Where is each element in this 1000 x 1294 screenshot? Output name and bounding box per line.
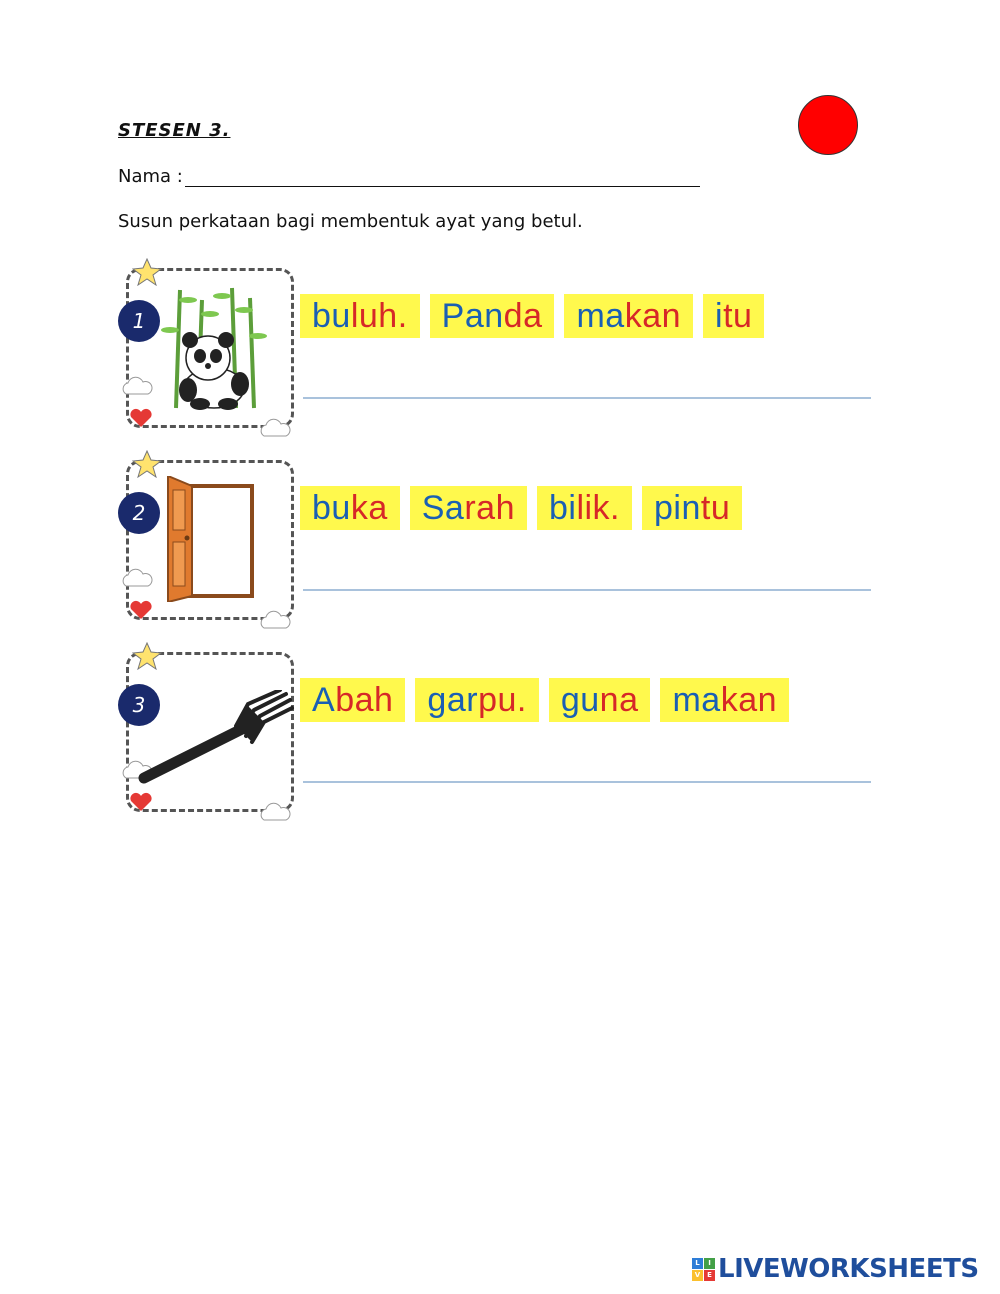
word-tile[interactable] bbox=[300, 486, 400, 530]
word-segment: tu bbox=[723, 297, 753, 335]
word-tile[interactable] bbox=[549, 678, 651, 722]
word-segment: rah bbox=[464, 489, 515, 527]
word-segment: kan bbox=[624, 297, 682, 335]
heart-icon bbox=[128, 600, 154, 620]
word-tile[interactable] bbox=[300, 678, 405, 722]
word-segment: gar bbox=[427, 681, 479, 719]
word-tile[interactable] bbox=[430, 294, 555, 338]
station-title: STESEN 3. bbox=[118, 120, 231, 141]
red-circle-marker bbox=[798, 95, 858, 155]
answer-line[interactable] bbox=[303, 589, 871, 591]
word-bank bbox=[300, 486, 742, 530]
door-icon bbox=[164, 476, 256, 602]
liveworksheets-logo bbox=[692, 1254, 979, 1284]
word-tile[interactable] bbox=[660, 678, 789, 722]
word-segment: da bbox=[503, 297, 543, 335]
word-segment: lik. bbox=[576, 489, 621, 527]
logo-mark-icon: L I V E bbox=[692, 1258, 715, 1281]
star-icon bbox=[132, 642, 162, 670]
word-segment: bah bbox=[335, 681, 394, 719]
word-segment: A bbox=[312, 681, 336, 719]
word-segment: ma bbox=[576, 297, 625, 335]
word-tile[interactable] bbox=[410, 486, 527, 530]
word-segment: luh. bbox=[350, 297, 408, 335]
word-tile[interactable] bbox=[300, 294, 420, 338]
word-segment: kan bbox=[720, 681, 778, 719]
word-segment: Sa bbox=[421, 489, 465, 527]
word-bank bbox=[300, 678, 789, 722]
heart-icon bbox=[128, 792, 154, 812]
item-number-badge: 2 bbox=[118, 492, 160, 534]
word-segment: pu. bbox=[478, 681, 527, 719]
star-icon bbox=[132, 450, 162, 478]
exercise-item-3 bbox=[118, 642, 878, 822]
answer-line[interactable] bbox=[303, 781, 871, 783]
word-tile[interactable] bbox=[415, 678, 538, 722]
answer-line[interactable] bbox=[303, 397, 871, 399]
word-segment: ma bbox=[672, 681, 721, 719]
word-segment: i bbox=[715, 297, 724, 335]
exercise-item-1 bbox=[118, 258, 878, 438]
word-segment: bi bbox=[548, 489, 577, 527]
item-number-badge: 1 bbox=[118, 300, 160, 342]
word-tile[interactable] bbox=[642, 486, 742, 530]
name-input-line[interactable] bbox=[185, 166, 700, 187]
word-segment: bu bbox=[312, 297, 351, 335]
word-tile[interactable] bbox=[703, 294, 764, 338]
fork-icon bbox=[136, 690, 296, 790]
name-label: Nama : bbox=[118, 166, 183, 187]
word-segment: na bbox=[599, 681, 639, 719]
word-segment: pin bbox=[654, 489, 701, 527]
word-bank bbox=[300, 294, 764, 338]
logo-text: LIVEWORKSHEETS bbox=[718, 1254, 979, 1284]
cloud-icon bbox=[120, 376, 154, 396]
word-segment: tu bbox=[700, 489, 731, 527]
cloud-icon bbox=[258, 610, 292, 630]
instruction-text: Susun perkataan bagi membentuk ayat yang betul. bbox=[118, 211, 583, 232]
item-number-badge: 3 bbox=[118, 684, 160, 726]
cloud-icon bbox=[258, 802, 292, 822]
word-segment: ka bbox=[350, 489, 388, 527]
panda-bamboo-icon bbox=[158, 280, 268, 410]
cloud-icon bbox=[120, 568, 154, 588]
name-field-row bbox=[118, 166, 700, 187]
cloud-icon bbox=[258, 418, 292, 438]
heart-icon bbox=[128, 408, 154, 428]
exercise-item-2 bbox=[118, 450, 878, 630]
word-tile[interactable] bbox=[537, 486, 632, 530]
word-tile[interactable] bbox=[564, 294, 693, 338]
word-segment: gu bbox=[560, 681, 600, 719]
word-segment: Pan bbox=[441, 297, 504, 335]
word-segment: bu bbox=[312, 489, 351, 527]
